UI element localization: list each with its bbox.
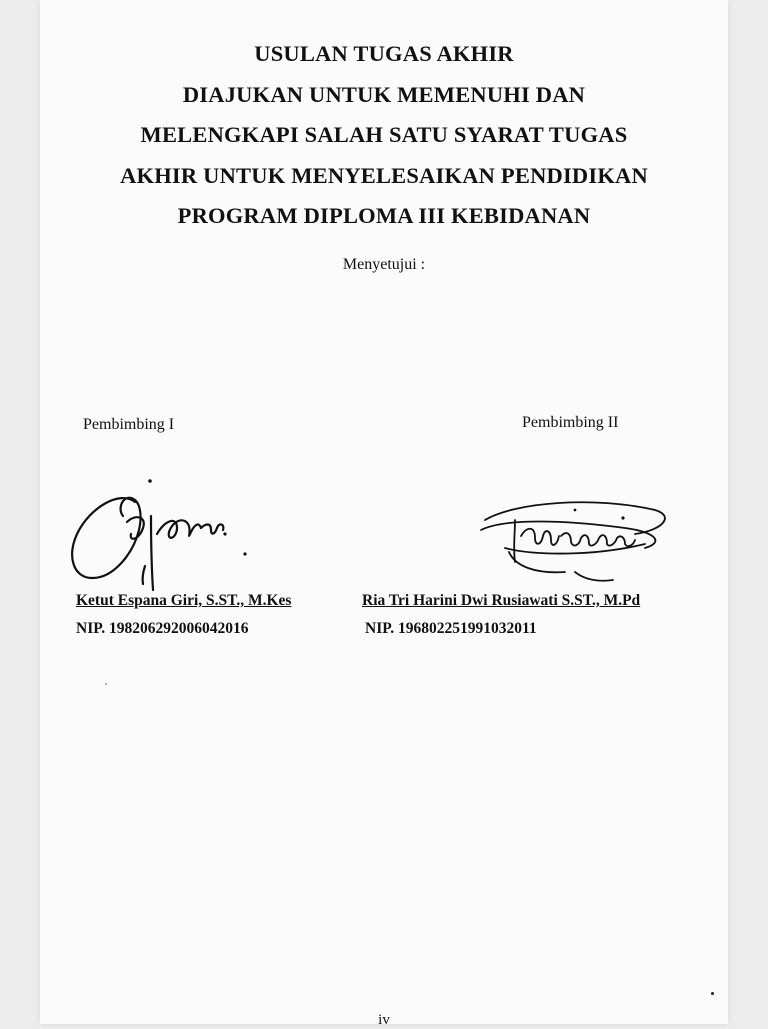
title-line-5: PROGRAM DIPLOMA III KEBIDANAN bbox=[177, 203, 591, 228]
advisor-2-signature bbox=[475, 490, 675, 590]
page-number: iv bbox=[378, 1012, 390, 1028]
advisor-1-signature bbox=[65, 472, 255, 594]
advisor-2-nip: NIP. 196802251991032011 bbox=[365, 620, 537, 637]
advisor-1-role: Pembimbing I bbox=[83, 416, 175, 433]
title-line-4: AKHIR UNTUK MENYELESAIKAN PENDIDIKAN bbox=[120, 162, 648, 188]
advisor-2-role: Pembimbing II bbox=[522, 414, 619, 431]
document-page bbox=[40, 0, 728, 1028]
approval-label: Menyetujui : bbox=[342, 256, 426, 273]
paper-speck bbox=[711, 992, 714, 995]
title-line-2: DIAJUKAN UNTUK MEMENUHI DAN bbox=[182, 81, 586, 107]
advisor-2-name: Ria Tri Harini Dwi Rusiawati S.ST., M.Pd bbox=[362, 592, 641, 609]
title-line-1: USULAN TUGAS AKHIR bbox=[254, 41, 514, 66]
advisor-1-nip: NIP. 198206292006042016 bbox=[76, 620, 249, 637]
document-title bbox=[40, 34, 728, 237]
advisor-1-name: Ketut Espana Giri, S.ST., M.Kes bbox=[76, 592, 292, 609]
paper-speck bbox=[105, 683, 107, 685]
title-line-3: MELENGKAPI SALAH SATU SYARAT TUGAS bbox=[140, 122, 628, 147]
